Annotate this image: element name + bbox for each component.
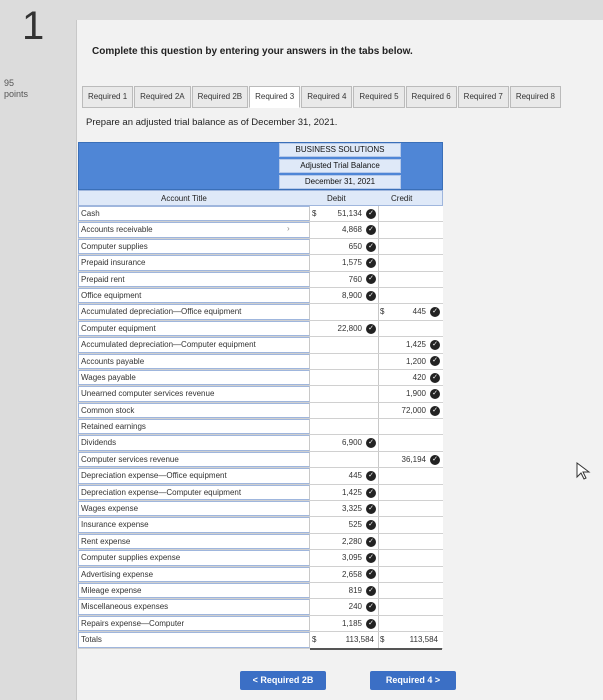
credit-amount[interactable]: 445 [412,307,426,317]
credit-cell[interactable] [378,321,442,336]
credit-cell[interactable] [378,550,442,565]
debit-cell[interactable] [310,386,379,401]
table-row [78,321,443,337]
mouse-pointer-icon [576,462,592,485]
debit-total-cell [310,632,379,649]
table-row [78,583,443,599]
points-value: 95 [4,78,15,88]
debit-amount[interactable]: 3,095 [341,553,362,563]
account-title-cell[interactable]: Insurance expense [78,517,310,532]
debit-amount[interactable]: 760 [348,274,362,284]
credit-cell[interactable] [378,534,442,549]
credit-cell[interactable] [378,583,442,598]
table-row [78,485,443,501]
debit-cell[interactable] [310,272,379,287]
company-name: BUSINESS SOLUTIONS [279,143,401,157]
debit-cell[interactable] [310,288,379,303]
check-icon: ✓ [366,488,376,498]
credit-cell[interactable] [378,419,442,434]
check-icon: ✓ [366,324,376,334]
debit-cell[interactable] [310,583,379,598]
credit-amount[interactable]: 113,584 [409,635,438,645]
table-row [78,501,443,517]
table-row [78,272,443,288]
table-row [78,435,443,451]
tab-required-5[interactable]: Required 5 [353,86,404,108]
debit-dollar-sign: $ [312,209,317,218]
table-row [78,337,443,353]
credit-cell[interactable] [378,386,442,401]
check-icon: ✓ [366,569,376,579]
check-icon: ✓ [430,373,440,383]
debit-cell[interactable] [310,468,379,483]
check-icon: ✓ [366,438,376,448]
credit-cell[interactable] [378,206,442,221]
debit-amount[interactable]: 650 [348,241,362,251]
column-headers [78,190,443,206]
credit-cell[interactable] [378,567,442,582]
table-row [78,354,443,370]
credit-amount[interactable]: 72,000 [401,405,426,415]
debit-amount[interactable]: 8,900 [341,290,362,300]
debit-cell[interactable] [310,517,379,532]
prompt-text: Prepare an adjusted trial balance as of December 31, 2021. [86,117,338,128]
check-icon: ✓ [366,274,376,284]
credit-amount[interactable]: 1,900 [405,389,426,399]
account-title-cell[interactable]: Wages expense [78,501,310,516]
debit-amount[interactable]: 22,800 [337,323,362,333]
debit-cell[interactable] [310,403,379,418]
table-row [78,419,443,435]
account-title-cell[interactable]: Accumulated depreciation—Office equipment [78,304,310,319]
credit-cell[interactable] [378,468,442,483]
debit-cell[interactable] [310,304,379,319]
debit-amount[interactable]: 1,185 [341,618,362,628]
debit-cell[interactable] [310,616,379,631]
credit-cell[interactable] [378,452,442,467]
debit-cell[interactable] [310,567,379,582]
debit-cell[interactable] [310,255,379,270]
tab-required-8[interactable]: Required 8 [510,86,561,108]
tab-required-1[interactable]: Required 1 [82,86,133,108]
debit-amount[interactable]: 6,900 [341,438,362,448]
table-row [78,452,443,468]
statement-date: December 31, 2021 [279,175,401,189]
credit-cell[interactable] [378,403,442,418]
account-title-cell[interactable]: Depreciation expense—Office equipment [78,468,310,483]
account-title-cell[interactable]: Repairs expense—Computer [78,616,310,631]
chevron-right-icon: > [434,675,441,685]
points-text: points [4,89,29,99]
account-title-cell[interactable]: Accumulated depreciation—Computer equipment [78,337,310,352]
account-title-cell[interactable]: Mileage expense [78,583,310,598]
account-title-cell[interactable]: Dividends [78,435,310,450]
check-icon: ✓ [366,209,376,219]
debit-amount[interactable]: 51,134 [337,209,362,218]
statement-title: Adjusted Trial Balance [279,159,401,173]
account-title-cell[interactable]: Computer supplies expense [78,550,310,565]
debit-amount[interactable]: 113,584 [345,635,374,645]
credit-cell[interactable] [378,255,442,270]
credit-total-cell [378,632,442,649]
debit-cell[interactable] [310,337,379,352]
debit-amount[interactable]: 4,868 [341,225,362,235]
debit-amount[interactable]: 3,325 [341,504,362,514]
check-icon: ✓ [430,356,440,366]
tab-required-7[interactable]: Required 7 [458,86,509,108]
table-row [78,517,443,533]
next-required-button[interactable] [370,671,456,690]
debit-amount[interactable]: 2,658 [341,569,362,579]
credit-cell[interactable] [378,337,442,352]
table-row [78,370,443,386]
debit-cell[interactable] [310,354,379,369]
check-icon: ✓ [430,406,440,416]
account-title-cell[interactable]: Wages payable [78,370,310,385]
account-title-cell[interactable]: Unearned computer services revenue [78,386,310,401]
prev-required-button[interactable] [240,671,326,690]
debit-amount[interactable]: 2,280 [341,536,362,546]
totals-label: Totals [78,632,310,647]
account-title-cell[interactable]: Common stock [78,403,310,418]
table-row [78,599,443,615]
table-row [78,468,443,484]
check-icon: ✓ [366,619,376,629]
credit-amount[interactable]: 1,200 [405,356,426,366]
check-icon: ✓ [366,602,376,612]
table-row [78,222,443,238]
credit-dollar-sign: $ [380,307,385,317]
credit-cell[interactable] [378,435,442,450]
credit-cell[interactable] [378,304,442,319]
tab-required-4[interactable]: Required 4 [301,86,352,108]
table-row [78,616,443,632]
account-title-cell[interactable]: Rent expense [78,534,310,549]
check-icon: ✓ [366,553,376,563]
check-icon: ✓ [430,455,440,465]
tab-bar [82,86,562,108]
credit-cell[interactable] [378,517,442,532]
credit-amount[interactable]: 36,194 [401,454,426,464]
account-title-cell[interactable]: Accounts payable [78,354,310,369]
table-row [78,304,443,320]
debit-cell[interactable] [310,435,379,450]
check-icon: ✓ [366,537,376,547]
credit-cell[interactable] [378,370,442,385]
credit-cell[interactable] [378,222,442,237]
chevron-left-icon: < [252,675,258,685]
credit-cell[interactable] [378,354,442,369]
points-label [4,78,28,100]
debit-amount[interactable]: 525 [348,520,362,530]
debit-cell[interactable] [310,501,379,516]
debit-cell[interactable] [310,206,379,221]
debit-cell[interactable] [310,599,379,614]
credit-cell[interactable] [378,288,442,303]
debit-cell[interactable] [310,534,379,549]
check-icon: ✓ [366,258,376,268]
credit-cell[interactable] [378,501,442,516]
account-title-cell[interactable]: Retained earnings [78,419,310,434]
debit-cell[interactable] [310,370,379,385]
debit-cell[interactable] [310,485,379,500]
credit-cell[interactable] [378,239,442,254]
table-row [78,403,443,419]
account-title-cell[interactable]: Depreciation expense—Computer equipment [78,485,310,500]
account-title-cell[interactable]: Miscellaneous expenses [78,599,310,614]
totals-row [78,632,443,648]
debit-amount[interactable]: 1,575 [341,258,362,268]
instruction-text: Complete this question by entering your answers in the tabs below. [92,46,413,57]
check-icon: ✓ [366,504,376,514]
credit-cell[interactable] [378,272,442,287]
table-row [78,288,443,304]
account-title-cell[interactable]: Accounts receivable [78,222,310,237]
debit-amount[interactable]: 445 [348,471,362,481]
check-icon: ✓ [366,520,376,530]
account-title-cell[interactable]: Computer supplies [78,239,310,254]
tab-required-2b[interactable]: Required 2B [192,86,248,108]
account-title-cell[interactable]: Cash [78,206,310,221]
check-icon: ✓ [366,242,376,252]
debit-cell[interactable] [310,419,379,434]
table-row [78,206,443,222]
table-row [78,534,443,550]
debit-amount[interactable]: 1,425 [341,487,362,497]
table-row [78,239,443,255]
credit-header: Credit [391,194,413,203]
check-icon: ✓ [366,225,376,235]
statement-header [78,142,443,190]
check-icon: ✓ [366,586,376,596]
tab-required-2a[interactable]: Required 2A [134,86,190,108]
table-row [78,550,443,566]
debit-dollar-sign: $ [312,635,317,645]
credit-cell[interactable] [378,616,442,631]
next-button-label: Required 4 [385,675,433,685]
debit-header: Debit [327,194,346,203]
check-icon: ✓ [366,291,376,301]
account-title-cell[interactable]: Office equipment [78,288,310,303]
check-icon: ✓ [430,307,440,317]
check-icon: ✓ [430,389,440,399]
trial-balance-table [78,206,443,649]
credit-cell[interactable] [378,599,442,614]
prev-button-label: Required 2B [260,675,314,685]
debit-amount[interactable]: 240 [348,602,362,612]
debit-cell[interactable] [310,321,379,336]
debit-cell[interactable] [310,239,379,254]
credit-amount[interactable]: 1,425 [405,340,426,350]
credit-amount[interactable]: 420 [412,372,426,382]
cursor-mark: › [287,224,290,233]
tab-required-3[interactable]: Required 3 [249,86,300,108]
debit-cell[interactable] [310,452,379,467]
account-title-header: Account Title [161,194,207,203]
debit-cell[interactable] [310,222,379,237]
account-title-cell[interactable]: Computer services revenue [78,452,310,467]
table-row [78,386,443,402]
credit-cell[interactable] [378,485,442,500]
account-title-cell[interactable]: Computer equipment [78,321,310,336]
debit-amount[interactable]: 819 [348,585,362,595]
account-title-cell[interactable]: Prepaid insurance [78,255,310,270]
check-icon: ✓ [430,340,440,350]
check-icon: ✓ [366,471,376,481]
account-title-cell[interactable]: Prepaid rent [78,272,310,287]
question-number: 1 [22,4,45,48]
debit-cell[interactable] [310,550,379,565]
table-row [78,567,443,583]
credit-dollar-sign: $ [380,635,385,645]
tab-required-6[interactable]: Required 6 [406,86,457,108]
account-title-cell[interactable]: Advertising expense [78,567,310,582]
table-row [78,255,443,271]
